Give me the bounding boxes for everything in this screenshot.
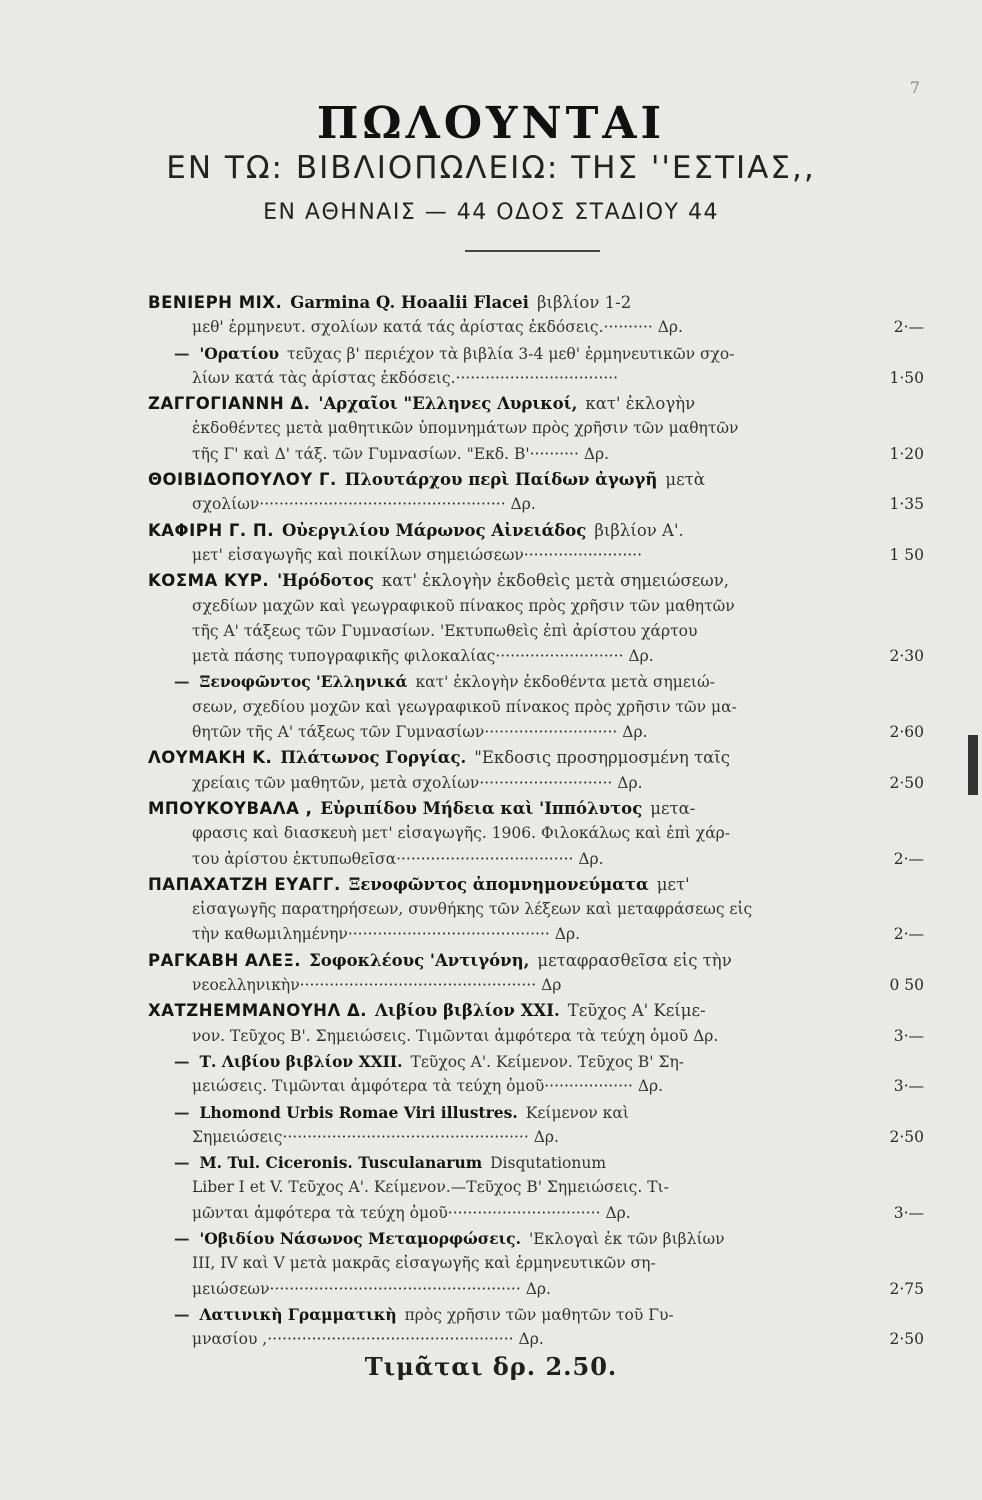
entry-description: ἐκδοθέντες μετὰ μαθητικῶν ὑπομνημάτων πρὸς χρῆσιν τῶν μαθητῶν [192, 419, 739, 438]
catalog-line [148, 416, 924, 441]
entry-description: μειώσεων··················································· Δρ. [192, 1279, 551, 1298]
entry-work-title: Garmina Q. Hoaalii Flacei [290, 293, 529, 312]
entry-description: 'Εκλογαὶ ἐκ τῶν βιβλίων [528, 1229, 725, 1248]
entry-price: 3·— [888, 1201, 924, 1226]
entry-description: τὴν καθωμιλημένην········································· Δρ. [192, 925, 580, 944]
catalog-line [148, 1226, 924, 1251]
catalog-line [148, 669, 924, 694]
entry-work-title: M. Tul. Ciceronis. Tusculanarum [199, 1153, 483, 1173]
page-number: 7 [909, 78, 920, 97]
entry-work-title: 'Ορατίου [199, 343, 280, 363]
catalog-line [148, 1302, 924, 1327]
entry-work-title: Ξενοφῶντος ἀπομνημονεύματα [348, 874, 649, 894]
entry-description: βιβλίον 1-2 [536, 293, 632, 312]
entry-description: μετὰ [665, 470, 705, 490]
catalog-line [148, 745, 924, 770]
entry-description: λίων κατά τὰς ἀρίστας ἐκδόσεις.································· [192, 368, 619, 387]
ditto-dash: — [174, 343, 190, 363]
catalog-line [148, 1049, 924, 1074]
entry-price: 2·50 [883, 1125, 924, 1150]
catalog-line [148, 1074, 924, 1099]
catalog-line [148, 1175, 924, 1200]
entry-description: κατ' ἐκλογὴν [585, 394, 696, 414]
entry-description: μῶνται ἀμφότερα τὰ τεύχη ὁμοῦ······························· Δρ. [192, 1203, 631, 1222]
entry-work-title: Λιβίου βιβλίον XXI. [375, 1001, 560, 1021]
catalog-line [148, 1277, 924, 1302]
catalog-line [148, 619, 924, 644]
book-catalog [148, 290, 924, 1352]
entry-work-title: Εὐριπίδου Μήδεια καὶ 'Ιππόλυτος [320, 798, 643, 818]
catalog-line [148, 872, 924, 897]
bookshop-address: ΕΝ ΑΘΗΝΑΙΣ — 44 ΟΔΟΣ ΣΤΑΔΙΟΥ 44 [263, 200, 719, 225]
ditto-dash: — [174, 1102, 190, 1122]
footer-price-note: Τιμᾶται δρ. 2.50. [364, 1352, 618, 1381]
catalog-line [148, 492, 924, 517]
entry-price: 1·35 [883, 492, 924, 517]
entry-work-title: 'Ηρόδοτος [277, 571, 374, 591]
entry-description: σχολίων·················································· Δρ. [192, 495, 536, 514]
catalog-line [148, 720, 924, 745]
entry-description: σεων, σχεδίου μοχῶν καὶ γεωγραφικοῦ πίνακος πρὸς χρῆσιν τῶν μα- [192, 697, 737, 716]
entry-price: 1 50 [883, 543, 924, 568]
bookshop-name: ΕΝ ΤΩ: ΒΙΒΛΙΟΠΩΛΕΙΩ: ΤΗΣ ''ΕΣΤΙΑΣ,, [166, 150, 816, 186]
entry-description: θητῶν τῆς Α' τάξεως τῶν Γυμνασίων··························· Δρ. [192, 723, 648, 742]
entry-description: "Εκδοσις προσηρμοσμένη ταῖς [474, 748, 730, 768]
entry-price: 2·50 [883, 1327, 924, 1352]
entry-work-title: Λατινικὴ Γραμματικὴ [199, 1304, 397, 1324]
entry-description: κατ' ἐκλογὴν ἐκδοθέντα μετὰ σημειώ- [415, 673, 715, 692]
entry-work-title: Σοφοκλέους 'Αντιγόνη, [309, 950, 530, 970]
catalog-line [148, 1125, 924, 1150]
entry-description: Liber I et V. Τεῦχος Α'. Κείμενον.—Τεῦχος Β' Σημειώσεις. Τι- [192, 1178, 669, 1197]
entry-author: ΡΑΓΚΑΒΗ ΑΛΕΞ. [148, 950, 302, 970]
entry-description: κατ' ἐκλογὴν ἐκδοθεὶς μετὰ σημειώσεων, [381, 571, 730, 591]
catalog-line [148, 543, 924, 568]
entry-description: πρὸς χρῆσιν τῶν μαθητῶν τοῦ Γυ- [404, 1305, 674, 1324]
entry-description: χρείαις τῶν μαθητῶν, μετὰ σχολίων··························· Δρ. [192, 773, 643, 792]
catalog-line [148, 695, 924, 720]
entry-author: ΚΑΦΙΡΗ Γ. Π. [148, 520, 274, 540]
entry-price: 2·— [888, 847, 924, 872]
entry-description: του ἀρίστου ἐκτυπωθεῖσα···································· Δρ. [192, 849, 604, 868]
catalog-line [148, 467, 924, 492]
entry-work-title: Τ. Λιβίου βιβλίον XXII. [199, 1051, 403, 1071]
catalog-line [148, 290, 924, 315]
entry-price: 2·30 [883, 644, 924, 669]
catalog-line [148, 796, 924, 821]
entry-description: μετ' [656, 874, 690, 894]
ditto-dash: — [174, 1228, 190, 1248]
catalog-line [148, 922, 924, 947]
entry-work-title: 'Αρχαῖοι "Ελληνες Λυρικοί, [318, 394, 578, 414]
entry-description: μετ' εἰσαγωγῆς καὶ ποικίλων σημειώσεων························ [192, 545, 643, 564]
entry-description: τῆς Α' τάξεως τῶν Γυμνασίων. 'Εκτυπωθεὶς ἐπὶ ἀρίστου χάρτου [192, 621, 698, 640]
catalog-line [148, 391, 924, 416]
catalog-line [148, 771, 924, 796]
catalog-line [148, 973, 924, 998]
catalog-line [148, 315, 924, 340]
entry-description: μεθ' ἑρμηνευτ. σχολίων κατά τάς ἀρίστας ἐκδόσεις.·········· Δρ. [192, 318, 683, 337]
catalog-line [148, 644, 924, 669]
catalog-line [148, 948, 924, 973]
entry-price: 3·— [888, 1074, 924, 1099]
catalog-line [148, 897, 924, 922]
entry-description: Τεῦχος Α' Κείμε- [567, 1001, 706, 1021]
entry-description: τῆς Γ' καὶ Δ' τάξ. τῶν Γυμνασίων. "Εκδ. Β'·········· Δρ. [192, 444, 610, 463]
entry-description: βιβλίον Α'. [594, 520, 684, 540]
catalog-line [148, 341, 924, 366]
entry-price: 2·60 [883, 720, 924, 745]
entry-author: ΠΑΠΑΧΑΤΖΗ ΕΥΑΓΓ. [148, 874, 341, 894]
entry-author: ΧΑΤΖΗΕΜΜΑΝΟΥΗΛ Δ. [148, 1001, 368, 1021]
ditto-dash: — [174, 1304, 190, 1324]
entry-description: Κείμενον καὶ [525, 1103, 629, 1122]
entry-work-title: 'Οβιδίου Νάσωνος Μεταμορφώσεις. [199, 1228, 521, 1248]
entry-description: III, IV καὶ V μετὰ μακρᾶς εἰσαγωγῆς καὶ ἑρμηνευτικῶν ση- [192, 1254, 656, 1273]
entry-description: νεοελληνικὴν················································ Δρ [192, 976, 562, 995]
entry-description: Σημειώσεις·················································· Δρ. [192, 1127, 559, 1146]
entry-work-title: Πλουτάρχου περὶ Παίδων ἀγωγῆ [344, 470, 658, 490]
entry-price: 2·50 [883, 771, 924, 796]
entry-author: ΜΠΟΥΚΟΥΒΑΛΑ , [148, 798, 313, 818]
entry-work-title: Lhomond Urbis Romae Viri illustres. [199, 1102, 518, 1122]
catalog-line [148, 594, 924, 619]
entry-author: ΖΑΓΓΟΓΙΑΝΝΗ Δ. [148, 394, 311, 414]
entry-description: μειώσεις. Τιμῶνται ἀμφότερα τὰ τεύχη ὁμοῦ·················· Δρ. [192, 1077, 664, 1096]
entry-author: ΘΟΙΒΙΔΟΠΟΥΛΟΥ Γ. [148, 470, 337, 490]
catalog-line [148, 442, 924, 467]
entry-price: 3·— [888, 1024, 924, 1049]
catalog-line [148, 1100, 924, 1125]
catalog-line [148, 568, 924, 593]
ditto-dash: — [174, 1153, 190, 1173]
entry-description: μετα- [650, 798, 696, 818]
entry-author: ΚΟΣΜΑ ΚΥΡ. [148, 571, 270, 591]
entry-price: 2·— [888, 315, 924, 340]
entry-author: ΒΕΝΙΕΡΗ ΜΙΧ. [148, 293, 283, 312]
title-divider [465, 250, 600, 252]
entry-description: Disqutationum [490, 1154, 607, 1173]
entry-price: 0 50 [883, 973, 924, 998]
ditto-dash: — [174, 672, 190, 692]
entry-price: 2·75 [883, 1277, 924, 1302]
entry-description: εἰσαγωγῆς παρατηρήσεων, συνθήκης τῶν λέξεων καὶ μεταφράσεως εἰς [192, 900, 753, 919]
entry-description: Τεῦχος Α'. Κείμενον. Τεῦχος Β' Ση- [410, 1052, 684, 1071]
margin-ink-mark [968, 735, 978, 795]
entry-description: μνασίου ,·················································· Δρ. [192, 1330, 544, 1349]
catalog-line [148, 1251, 924, 1276]
catalog-line [148, 518, 924, 543]
entry-description: νον. Τεῦχος Β'. Σημειώσεις. Τιμῶνται ἀμφότερα τὰ τεύχη ὁμοῦ Δρ. [192, 1026, 719, 1045]
entry-description: τεῦχας β' περιέχον τὰ βιβλία 3-4 μεθ' ἑρμηνευτικῶν σχο- [287, 344, 735, 363]
entry-price: 1·20 [883, 442, 924, 467]
entry-work-title: Πλάτωνος Γοργίας. [280, 748, 467, 768]
entry-price: 2·— [888, 922, 924, 947]
catalog-line [148, 998, 924, 1023]
entry-description: φρασις καὶ διασκευὴ μετ' εἰσαγωγῆς. 1906. Φιλοκάλως καὶ ἐπὶ χάρ- [192, 824, 731, 843]
entry-author: ΛΟΥΜΑΚΗ Κ. [148, 748, 273, 768]
entry-description: σχεδίων μαχῶν καὶ γεωγραφικοῦ πίνακος πρὸς χρῆσιν τῶν μαθητῶν [192, 596, 735, 615]
entry-work-title: Ξενοφῶντος 'Ελληνικά [199, 672, 408, 692]
catalog-line [148, 366, 924, 391]
page-title: ΠΩΛΟΥΝΤΑΙ [316, 98, 666, 149]
entry-price: 1·50 [883, 366, 924, 391]
catalog-line [148, 821, 924, 846]
entry-description: μετὰ πάσης τυπογραφικῆς φιλοκαλίας·························· Δρ. [192, 647, 654, 666]
catalog-line [148, 847, 924, 872]
ditto-dash: — [174, 1051, 190, 1071]
entry-description: μεταφρασθεῖσα εἰς τὴν [537, 950, 732, 970]
entry-work-title: Οὐεργιλίου Μάρωνος Αἰνειάδος [281, 520, 587, 540]
catalog-line [148, 1024, 924, 1049]
catalog-line [148, 1150, 924, 1175]
catalog-line [148, 1201, 924, 1226]
catalog-line [148, 1327, 924, 1352]
